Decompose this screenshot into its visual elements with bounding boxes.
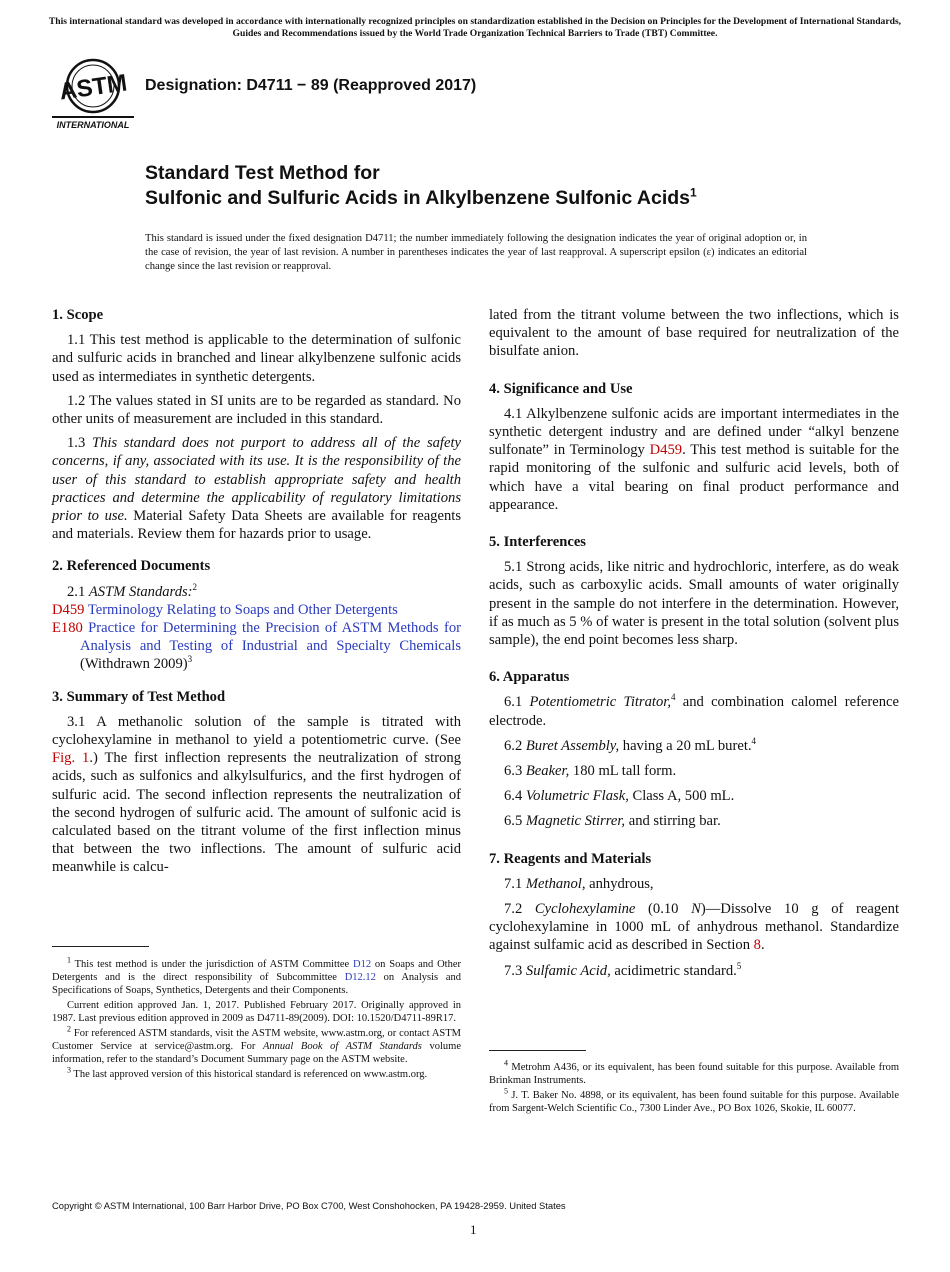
para-3-1-cont: lated from the titrant volume between the two inflections, which is equivalent to the amount of base required for neutralization of the bisulfate anion. bbox=[489, 307, 899, 360]
para-7-2: 7.2 Cyclohexylamine (0.10 N)—Dissolve 10 g of reagent cyclohexylamine in 1000 mL of anhydrous methanol. Standardize against sulfamic acid as described in Section 8. bbox=[489, 901, 899, 954]
wto-notice: This international standard was developed in accordance with internationally recognized principles on standardization established in the Decision on Principles for the Development of International Standards, Guides and Recommendations issued by the World Trade Organization Technical Barriers to Trade (TBT) Committee. bbox=[48, 16, 902, 39]
para-6-4: 6.4 Volumetric Flask, Class A, 500 mL. bbox=[504, 788, 735, 805]
para-1-3: 1.3 This standard does not purport to address all of the safety concerns, if any, associated with its use. It is the responsibility of the user of this standard to establish appropriate safety and health practices and determine the applicability of regulatory limitations prior to use. Material Safety Data Sheets are available for reagents and materials. Review them for hazards prior to usage. bbox=[52, 435, 461, 543]
para-6-3: 6.3 Beaker, 180 mL tall form. bbox=[504, 763, 677, 780]
d459-link[interactable]: D459 bbox=[649, 442, 683, 459]
title-line-2: Sulfonic and Sulfuric Acids in Alkylbenzene Sulfonic Acids$^1$ bbox=[145, 185, 697, 209]
section-4-heading: 4. Significance and Use bbox=[489, 380, 633, 397]
footnote-4: $^4$ Metrohm A436, or its equivalent, has been found suitable for this purpose. Available from Brinkman Instruments. bbox=[489, 1058, 899, 1086]
fig-1-link[interactable]: Fig. 1 bbox=[52, 750, 90, 767]
para-7-1: 7.1 Methanol, anhydrous, bbox=[504, 875, 654, 892]
designation: Designation: D4711 − 89 (Reapproved 2017) bbox=[145, 77, 477, 94]
footnote-5: $^5$ J. T. Baker No. 4898, or its equivalent, has been found suitable for this purpose. Available from Sargent-Welch Scientific Co., 7300 Linder Ave., PO Box 1026, Skokie, IL 60077. bbox=[489, 1086, 899, 1114]
footnote-1-edition: Current edition approved Jan. 1, 2017. Published February 2017. Originally approved in 1987. Last previous edition approved in 2009 as D4711-89(2009). DOI: 10.1520/D4711-89R17. bbox=[52, 1000, 461, 1024]
section-8-link[interactable]: 8 bbox=[753, 937, 761, 954]
logo-mark-text: ASTM bbox=[57, 69, 129, 106]
document-title bbox=[145, 161, 845, 211]
logo-sub-text: INTERNATIONAL bbox=[56, 120, 130, 130]
astm-logo bbox=[52, 58, 134, 130]
section-3-heading: 3. Summary of Test Method bbox=[52, 688, 226, 705]
para-1-1: 1.1 This test method is applicable to the determination of sulfonic and sulfuric acids in branched and linear alkylbenzene sulfonic acids used as intermediates in synthetic detergents. bbox=[52, 332, 461, 385]
para-5-1: 5.1 Strong acids, like nitric and hydrochloric, interfere, as do weak acids, such as carboxylic acids. Small amounts of water originally present in the sample do not interfere in the determination. However, if as much as 5 % of water is present in the total solution (solvent plus sample), the end point becomes less sharp. bbox=[489, 559, 899, 649]
footnote-rule-right bbox=[489, 1050, 586, 1051]
para-4-1: 4.1 Alkylbenzene sulfonic acids are important intermediates in the synthetic detergent industry and are defined under “alkyl benzene sulfonate” in Terminology D459. This test method is suitable for the rapid monitoring of the sulfonic and sulfuric acid levels, both of which have a vital bearing on final product performance and appearance. bbox=[489, 405, 899, 513]
footnote-2: $^2$ For referenced ASTM standards, visit the ASTM website, www.astm.org, or contact ASTM Customer Service at service@astm.org. For Annual Book of ASTM Standards volume information, refer to the standard’s Document Summary page on the ASTM website. bbox=[52, 1024, 461, 1065]
section-1-heading: 1. Scope bbox=[52, 307, 104, 323]
footnotes-left bbox=[52, 955, 461, 1081]
ref-d459[interactable]: D459 Terminology Relating to Soaps and Other Detergents bbox=[52, 601, 398, 618]
footnote-rule-left bbox=[52, 946, 149, 947]
para-7-3: 7.3 Sulfamic Acid, acidimetric standard.$^5$ bbox=[504, 960, 742, 979]
para-1-2: 1.2 The values stated in SI units are to be regarded as standard. No other units of measurement are included in this standard. bbox=[52, 392, 461, 428]
right-column bbox=[489, 306, 899, 980]
copyright-footer: Copyright © ASTM International, 100 Barr Harbor Drive, PO Box C700, West Conshohocken, PA 19428-2959. United States bbox=[52, 1200, 566, 1211]
title-footnote-ref[interactable]: 1 bbox=[690, 185, 697, 200]
d12-12-link[interactable]: D12.12 bbox=[344, 972, 376, 983]
para-6-5: 6.5 Magnetic Stirrer, and stirring bar. bbox=[504, 813, 721, 830]
section-7-heading: 7. Reagents and Materials bbox=[489, 850, 652, 867]
footnotes-right bbox=[489, 1058, 899, 1115]
para-2-1: 2.1 ASTM Standards:$^2$ bbox=[67, 581, 198, 600]
para-6-2: 6.2 Buret Assembly, having a 20 mL buret.$^4$ bbox=[504, 736, 757, 754]
page-number: 1 bbox=[470, 1222, 477, 1237]
para-6-1: 6.1 Potentiometric Titrator,$^4$ and combination calomel reference electrode. bbox=[489, 692, 899, 729]
title-line-1: Standard Test Method for bbox=[145, 162, 380, 184]
footnote-3: $^3$ The last approved version of this historical standard is referenced on www.astm.org. bbox=[67, 1065, 428, 1080]
section-2-heading: 2. Referenced Documents bbox=[52, 558, 211, 575]
d12-link[interactable]: D12 bbox=[353, 959, 372, 970]
issued-statement: This standard is issued under the fixed designation D4711; the number immediately following the designation indicates the year of original adoption or, in the case of revision, the year of last revision. A number in parentheses indicates the year of last reapproval. A superscript epsilon (ε) indicates an editorial change since the last revision or reapproval. bbox=[145, 233, 807, 272]
footnote-1: $^1$ This test method is under the jurisdiction of ASTM Committee D12 on Soaps and Other Detergents and is the direct responsibility of Subcommittee D12.12 on Analysis and Specifications of Soaps, Synthetics, Detergents and their Components. bbox=[52, 955, 461, 996]
ref-e180[interactable]: E180 Practice for Determining the Precision of ASTM Methods for Analysis and Testing of Industrial and Specialty Chemicals (Withdrawn 2009)$^3$ bbox=[52, 620, 461, 673]
section-5-heading: 5. Interferences bbox=[489, 534, 586, 551]
section-6-heading: 6. Apparatus bbox=[489, 669, 570, 686]
para-3-1: 3.1 A methanolic solution of the sample is titrated with cyclohexylamine in methanol to yield a potentiometric curve. (See Fig. 1.) The first inflection represents the neutralization of strong acids, such as sulfonics and alkylsulfurics, and the first hydrogen of sulfuric acid. The second inflection represents the neutralization of the second hydrogen of sulfuric acid. The amount of sulfonic acid is calculated based on the titrant volume of the first inflection minus that between the two inflections. The amount of sulfuric acid meanwhile is calcu- bbox=[52, 713, 461, 876]
left-column bbox=[52, 306, 461, 877]
